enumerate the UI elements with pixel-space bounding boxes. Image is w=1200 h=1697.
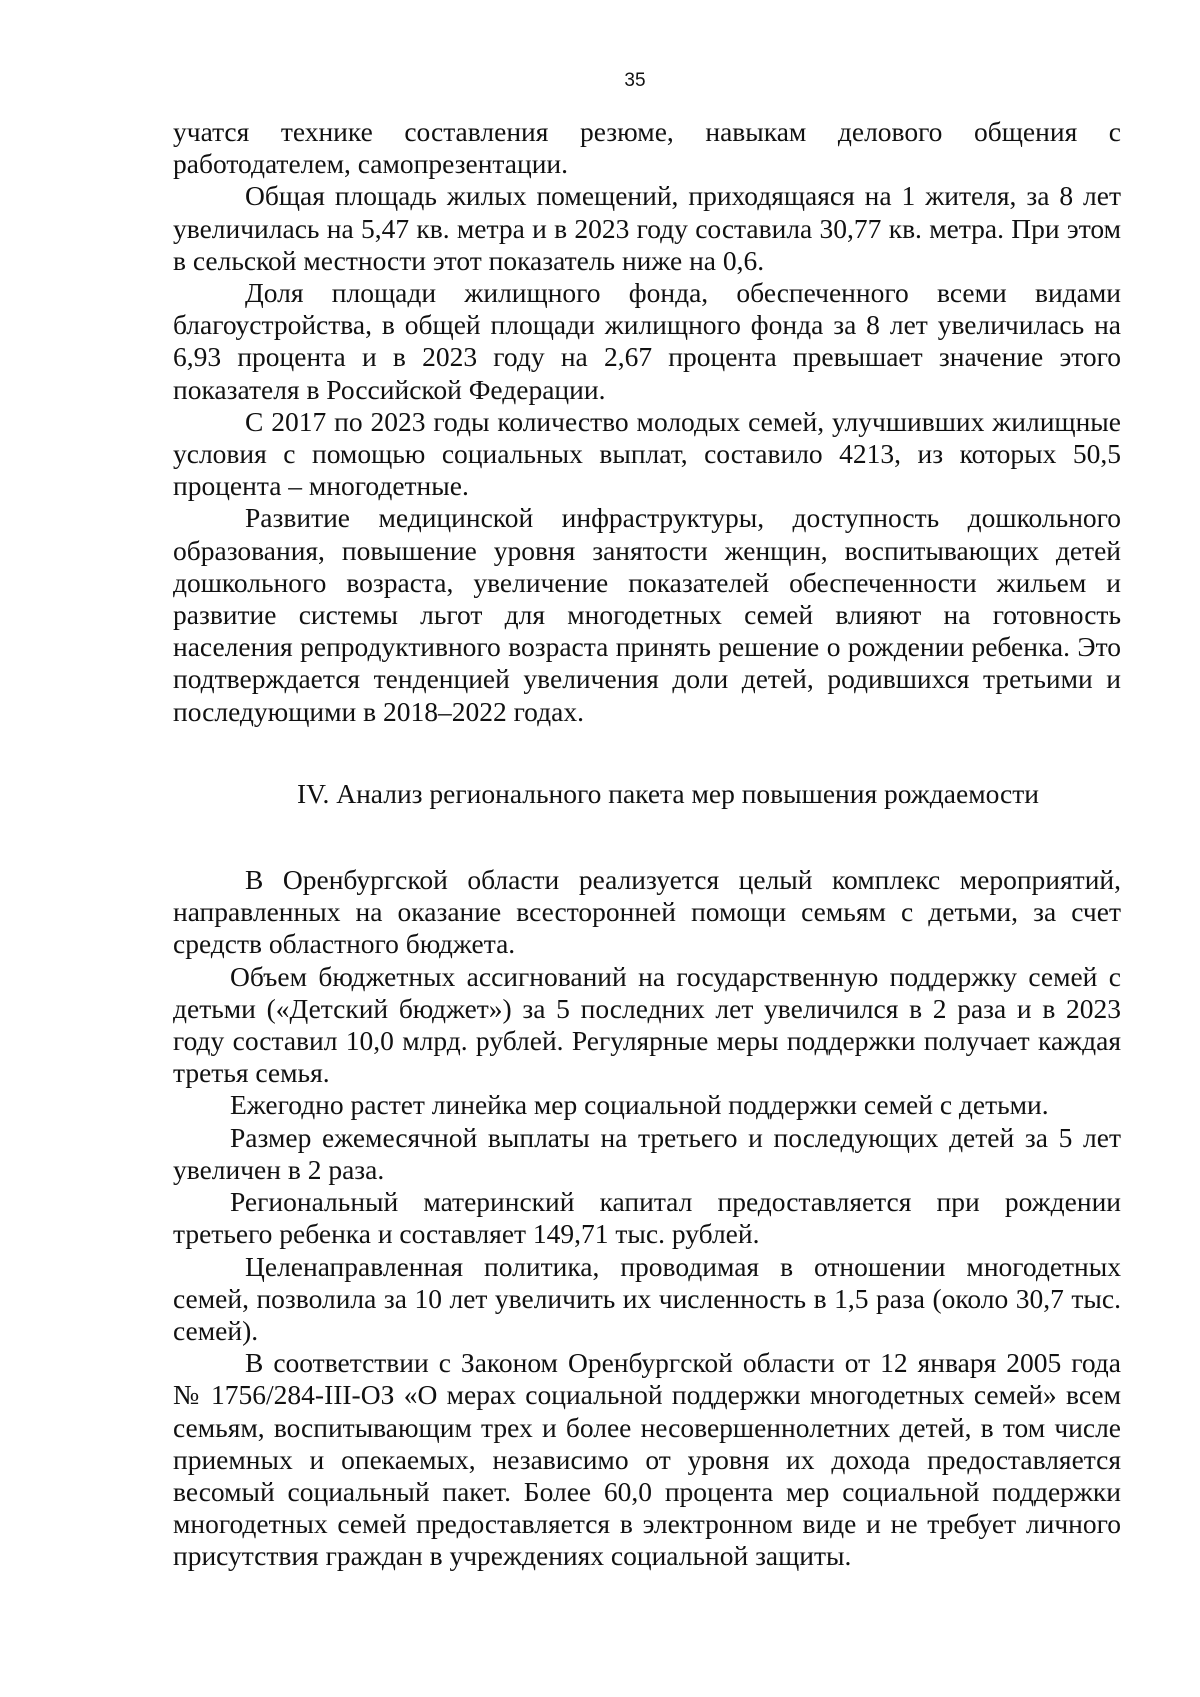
paragraph: С 2017 по 2023 годы количество молодых семей, улучшивших жилищные условия с помощью социальных выплат, составило 4213, из которых 50,5 процента – многодетные. <box>173 405 1121 502</box>
paragraph: учатся технике составления резюме, навыкам делового общения с работодателем, самопрезентации. <box>173 116 1121 180</box>
paragraph: В соответствии с Законом Оренбургской области от 12 января 2005 года № 1756/284-III-ОЗ «О мерах социальной поддержки многодетных семей» всем семьям, воспитывающим трех и более несовершеннолетних детей, в том числе приемных и опекаемых, независимо от уровня их дохода предоставляется весомый социальный пакет. Более 60,0 процента мер социальной поддержки многодетных семей предоставляется в электронном виде и не требует личного присутствия граждан в учреждениях социальной защиты. <box>173 1347 1121 1572</box>
paragraph: Доля площади жилищного фонда, обеспеченного всеми видами благоустройства, в общей площади жилищного фонда за 8 лет увеличилась на 6,93 процента и в 2023 году на 2,67 процента превышает значение этого показателя в Российской Федерации. <box>173 277 1121 405</box>
paragraph: Ежегодно растет линейка мер социальной поддержки семей с детьми. <box>230 1089 1049 1121</box>
paragraph: Развитие медицинской инфраструктуры, доступность дошкольного образования, повышение уровня занятости женщин, воспитывающих детей дошкольного возраста, увеличение показателей обеспеченности жильем и развитие системы льгот для многодетных семей влияют на готовность населения репродуктивного возраста принять решение о рождении ребенка. Это подтверждается тенденцией увеличения доли детей, родившихся третьими и последующими в 2018–2022 годах. <box>173 502 1121 727</box>
paragraph: Размер ежемесячной выплаты на третьего и последующих детей за 5 лет увеличен в 2 раза. <box>173 1121 1121 1185</box>
paragraph: Целенаправленная политика, проводимая в отношении многодетных семей, позволила за 10 лет увеличить их численность в 1,5 раза (около 30,7 тыс. семей). <box>173 1250 1121 1346</box>
section-heading: IV. Анализ регионального пакета мер повышения рождаемости <box>297 777 1039 809</box>
paragraph: Региональный материнский капитал предоставляется при рождении третьего ребенка и составляет 149,71 тыс. рублей. <box>173 1186 1121 1250</box>
page-number: 35 <box>624 70 646 91</box>
document-body <box>173 116 1121 1573</box>
paragraph: Общая площадь жилых помещений, приходящаяся на 1 жителя, за 8 лет увеличилась на 5,47 кв. метра и в 2023 году составила 30,77 кв. метра. При этом в сельской местности этот показатель ниже на 0,6. <box>173 180 1121 276</box>
paragraph: Объем бюджетных ассигнований на государственную поддержку семей с детьми («Детский бюджет») за 5 последних лет увеличился в 2 раза и в 2023 году составил 10,0 млрд. рублей. Регулярные меры поддержки получает каждая третья семья. <box>173 960 1121 1089</box>
paragraph: В Оренбургской области реализуется целый комплекс мероприятий, направленных на оказание всесторонней помощи семьям с детьми, за счет средств областного бюджета. <box>173 864 1121 960</box>
